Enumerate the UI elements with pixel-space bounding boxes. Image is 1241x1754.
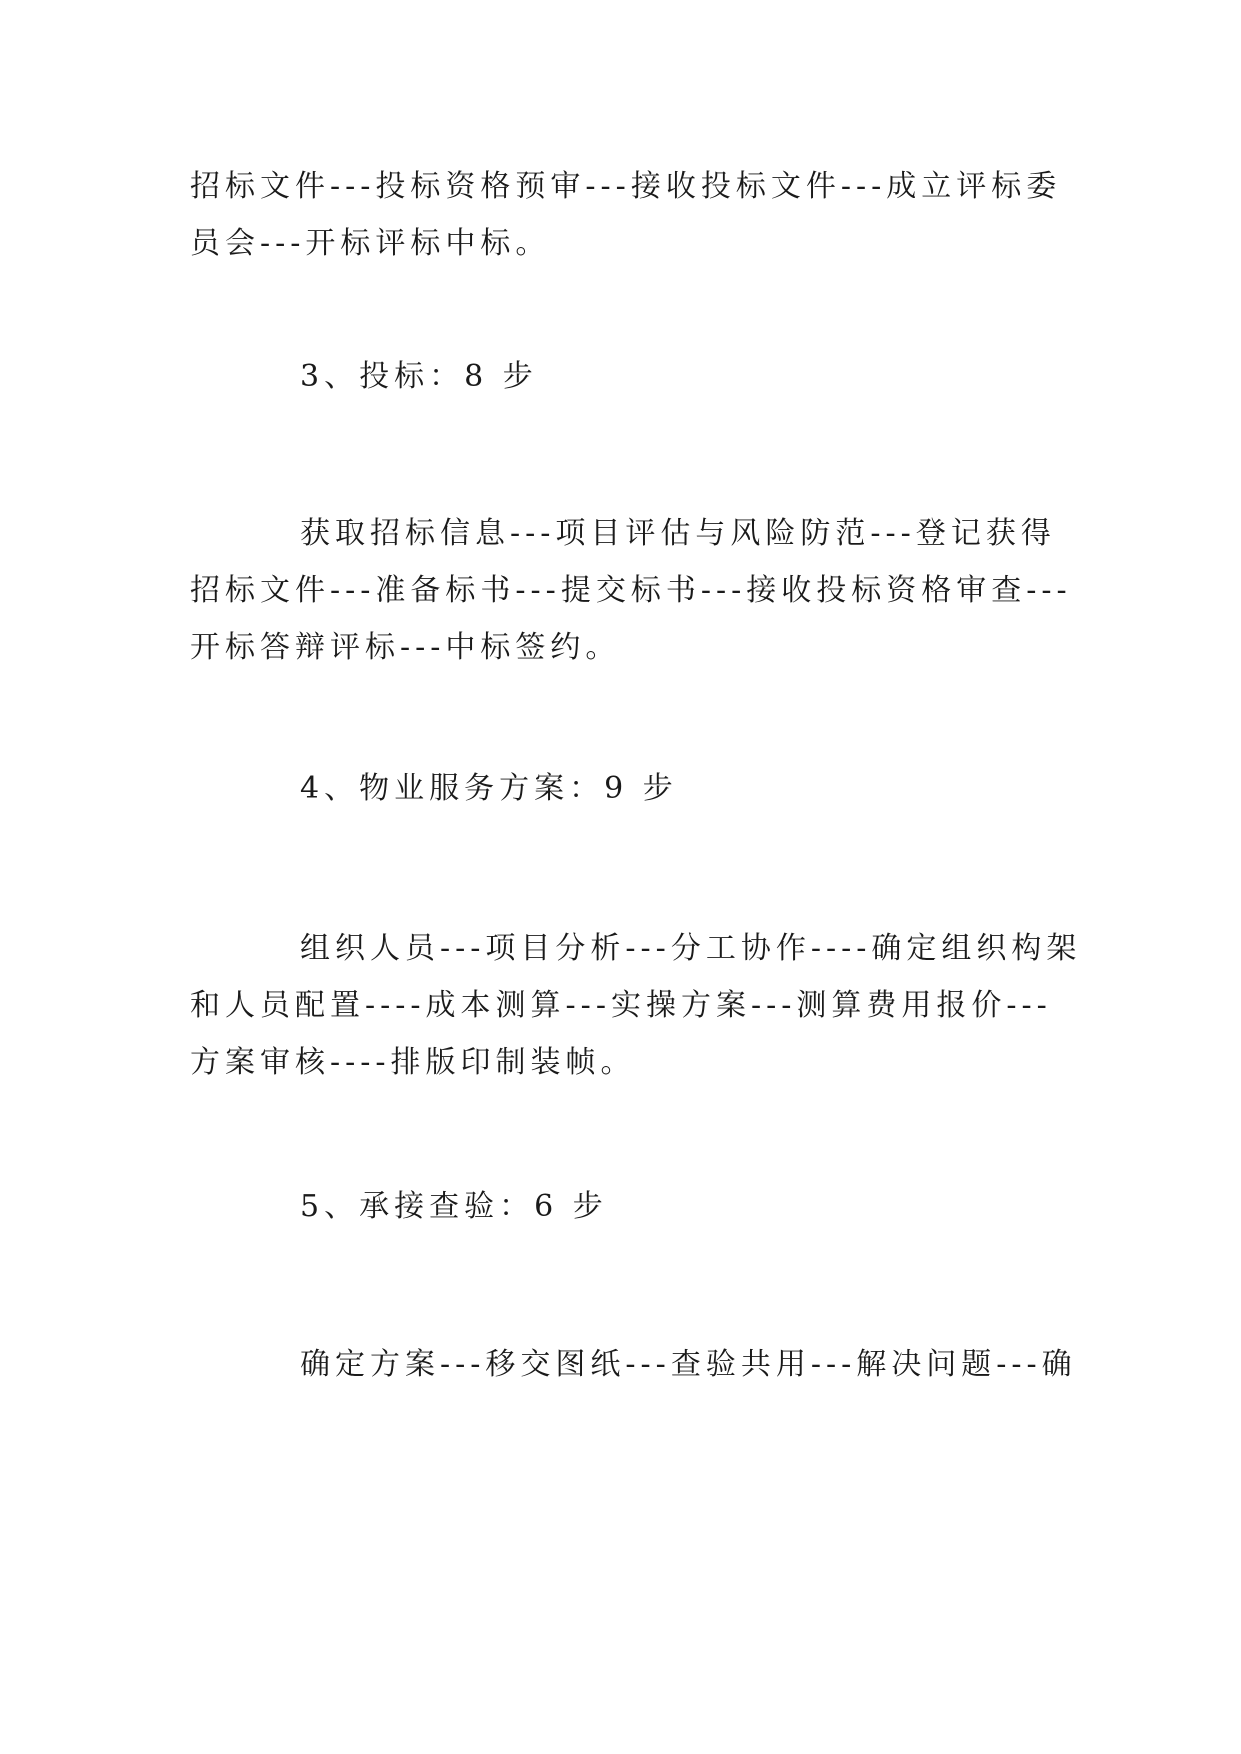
paragraph-property-service-steps — [190, 920, 1082, 1091]
paragraph-line: 员会---开标评标中标。 — [190, 226, 551, 261]
section-heading-property-service-plan: 4、物业服务方案：9 步 — [300, 771, 678, 806]
paragraph-line: 招标文件---准备标书---提交标书---接收投标资格审查--- — [190, 573, 1072, 608]
paragraph-line: 确定方案---移交图纸---查验共用---解决问题---确 — [300, 1347, 1077, 1382]
section-heading-bid: 3、投标：8 步 — [300, 359, 538, 394]
paragraph-takeover-inspection-steps — [190, 1336, 1077, 1393]
paragraph-bidding-steps-continued — [190, 158, 1060, 272]
paragraph-bid-steps — [190, 505, 1072, 676]
paragraph-line: 组织人员---项目分析---分工协作----确定组织构架 — [300, 931, 1082, 966]
paragraph-line: 招标文件---投标资格预审---接收投标文件---成立评标委 — [190, 169, 1062, 204]
section-heading-takeover-inspection: 5、承接查验：6 步 — [300, 1189, 608, 1224]
paragraph-line: 方案审核----排版印制装帧。 — [190, 1045, 636, 1080]
paragraph-line: 开标答辩评标---中标签约。 — [190, 630, 621, 665]
paragraph-line: 获取招标信息---项目评估与风险防范---登记获得 — [300, 516, 1056, 551]
paragraph-line: 和人员配置----成本测算---实操方案---测算费用报价--- — [190, 988, 1052, 1023]
